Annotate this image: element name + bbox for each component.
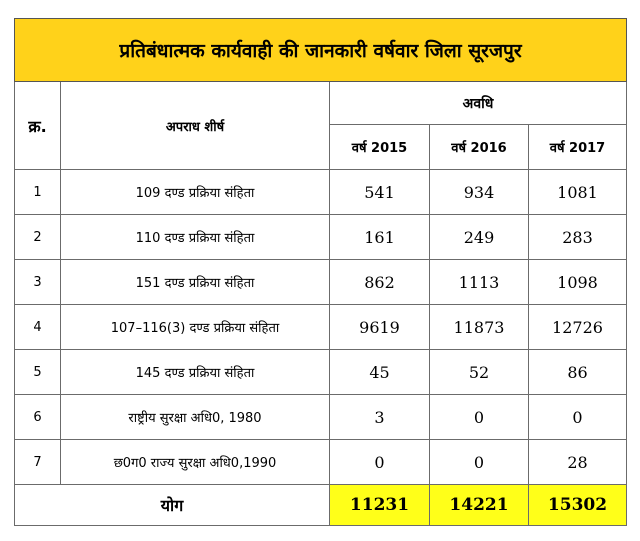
- table-body: [15, 170, 627, 485]
- report-table: [14, 18, 627, 526]
- table-row: [15, 440, 627, 485]
- row-sr: 6: [15, 395, 61, 440]
- row-sr: 4: [15, 305, 61, 350]
- row-offence-head: राष्ट्रीय सुरक्षा अधि0, 1980: [61, 395, 330, 440]
- row-value-2017: 28: [529, 440, 627, 485]
- table-row: [15, 215, 627, 260]
- table-row: [15, 260, 627, 305]
- table-row: [15, 395, 627, 440]
- row-offence-head: 107–116(3) दण्ड प्रक्रिया संहिता: [61, 305, 330, 350]
- header-offence-head: अपराध शीर्ष: [61, 82, 330, 170]
- row-value-2015: 9619: [330, 305, 430, 350]
- total-label: योग: [15, 485, 330, 526]
- row-sr: 2: [15, 215, 61, 260]
- row-value-2017: 283: [529, 215, 627, 260]
- row-value-2016: 249: [430, 215, 529, 260]
- total-2015: 11231: [330, 485, 430, 526]
- row-offence-head: 109 दण्ड प्रक्रिया संहिता: [61, 170, 330, 215]
- total-2017: 15302: [529, 485, 627, 526]
- row-value-2016: 11873: [430, 305, 529, 350]
- row-value-2017: 86: [529, 350, 627, 395]
- header-row-top: [15, 82, 627, 125]
- row-value-2016: 934: [430, 170, 529, 215]
- row-value-2015: 161: [330, 215, 430, 260]
- row-value-2015: 45: [330, 350, 430, 395]
- report-title: प्रतिबंधात्मक कार्यवाही की जानकारी वर्षवार जिला सूरजपुर: [15, 19, 627, 82]
- row-value-2015: 3: [330, 395, 430, 440]
- row-sr: 1: [15, 170, 61, 215]
- table-row: [15, 170, 627, 215]
- row-offence-head: 145 दण्ड प्रक्रिया संहिता: [61, 350, 330, 395]
- row-value-2015: 541: [330, 170, 430, 215]
- row-sr: 5: [15, 350, 61, 395]
- row-value-2017: 1098: [529, 260, 627, 305]
- row-offence-head: छ0ग0 राज्य सुरक्षा अधि0,1990: [61, 440, 330, 485]
- header-year-2016: वर्ष 2016: [430, 125, 529, 170]
- title-row: [15, 19, 627, 82]
- total-row: [15, 485, 627, 526]
- row-sr: 7: [15, 440, 61, 485]
- row-value-2015: 0: [330, 440, 430, 485]
- row-value-2016: 1113: [430, 260, 529, 305]
- row-value-2017: 12726: [529, 305, 627, 350]
- row-value-2016: 0: [430, 440, 529, 485]
- row-value-2016: 0: [430, 395, 529, 440]
- row-offence-head: 110 दण्ड प्रक्रिया संहिता: [61, 215, 330, 260]
- row-value-2017: 0: [529, 395, 627, 440]
- header-year-2017: वर्ष 2017: [529, 125, 627, 170]
- total-2016: 14221: [430, 485, 529, 526]
- table-row: [15, 305, 627, 350]
- header-sr: क्र.: [15, 82, 61, 170]
- header-year-2015: वर्ष 2015: [330, 125, 430, 170]
- row-offence-head: 151 दण्ड प्रक्रिया संहिता: [61, 260, 330, 305]
- row-value-2017: 1081: [529, 170, 627, 215]
- row-value-2015: 862: [330, 260, 430, 305]
- report-sheet: [14, 18, 626, 526]
- row-value-2016: 52: [430, 350, 529, 395]
- row-sr: 3: [15, 260, 61, 305]
- table-row: [15, 350, 627, 395]
- header-period: अवधि: [330, 82, 627, 125]
